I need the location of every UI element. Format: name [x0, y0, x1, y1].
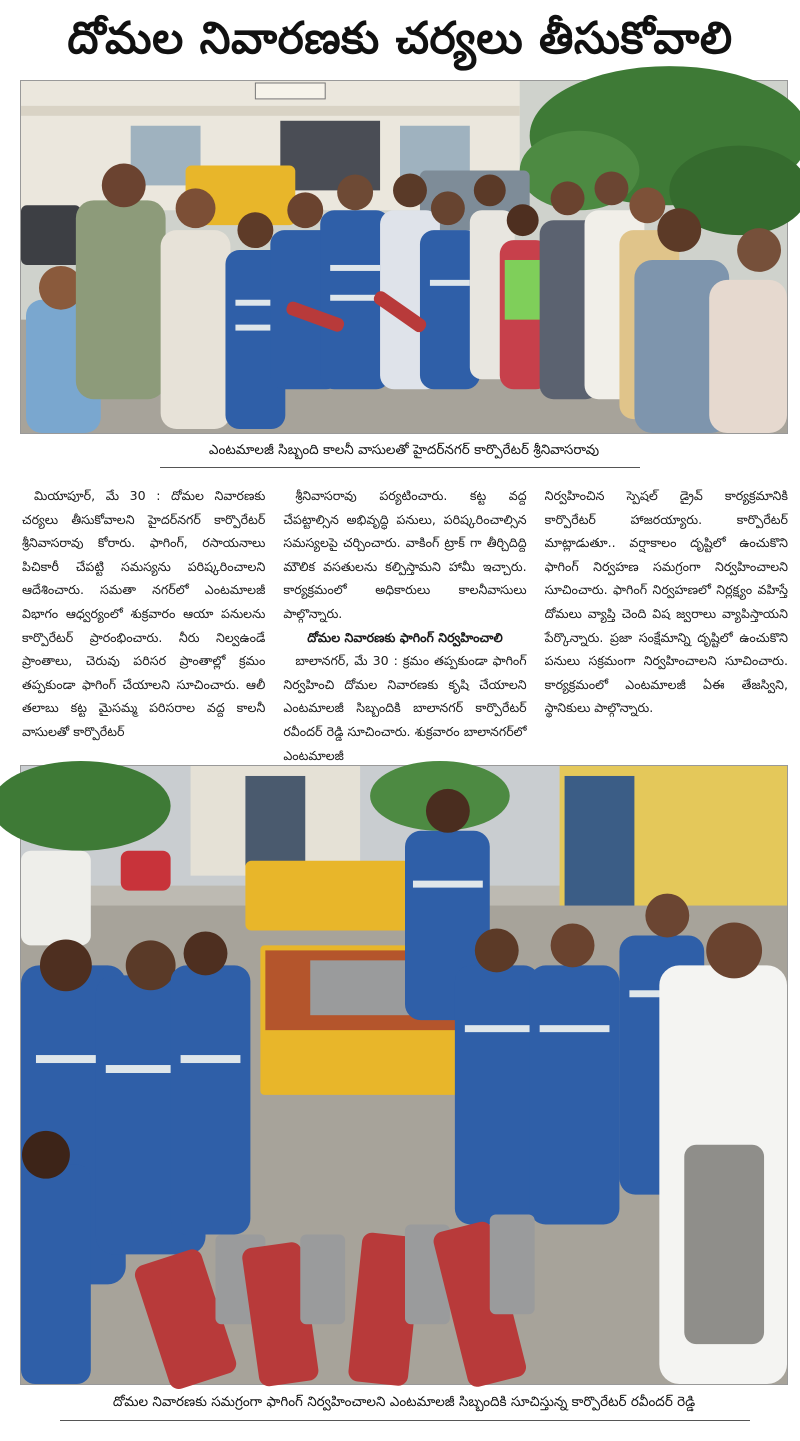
- photo-1-caption: ఎంటమాలజీ సిబ్బంది కాలనీ వాసులతో హైదర్‌నగర్ కార్పొరేటర్ శ్రీనివాసరావు: [208, 442, 600, 458]
- article-column-2: [283, 484, 527, 763]
- caption-1-divider: [160, 467, 640, 468]
- article-paragraph: నిర్వహించిన స్పెషల్ డ్రైవ్ కార్యక్రమానికి కార్పొరేటర్ హాజరయ్యారు. కార్పొరేటర్ మాట్లాడుతూ.. వర్షాకాలం దృష్టిలో ఉంచుకొని ఫాగింగ్ నిర్వహణ సమగ్రంగా నిర్వహించాలని సూచించారు. ఫాగింగ్ నిర్వహణలో నిర్లక్ష్యం వహిస్తే దోమలు వ్యాప్తి చెంది విష జ్వరాలు వ్యాపిస్తాయని పేర్కొన్నారు. ప్రజా సంక్షేమాన్ని దృష్టిలో ఉంచుకొని పనులు సక్రమంగా నిర్వహించాలని సూచించారు. కార్యక్రమంలో ఎంటమాలజీ ఏఈ తేజస్విని, స్థానికులు పాల్గొన్నారు.: [544, 488, 788, 716]
- photo-2-caption: దోమల నివారణకు సమగ్రంగా ఫాగింగ్ నిర్వహించాలని ఎంటమాలజీ సిబ్బందికి సూచిస్తున్న కార్పొరేటర్ రవీందర్ రెడ్డి: [112, 1394, 696, 1410]
- article-paragraph: బాలానగర్, మే 30 : క్రమం తప్పకుండా ఫాగింగ్ నిర్వహించి దోమల నివారణకు కృషి చేయాలని ఎంటమాలజీ సిబ్బందికి బాలానగర్ కార్పొరేటర్ రవీందర్ రెడ్డి సూచించారు. శుక్రవారం బాలానగర్‌లో ఎంటమాలజీ: [283, 653, 527, 763]
- article-paragraph: శ్రీనివాసరావు పర్యటించారు. కట్ట వద్ద చేపట్టాల్సిన అభివృద్ధి పనులు, పరిష్కరించాల్సిన సమస్యలపై చర్చించారు. వాకింగ్ ట్రాక్ గా తీర్చిదిద్ది మౌలిక వసతులను కల్పిస్తామని హామీ ఇచ్చారు. కార్యక్రమంలో అధికారులు కాలనీవాసులు పాల్గొన్నారు.: [283, 488, 527, 621]
- fogging-photo: [20, 765, 788, 1385]
- article-body: [22, 484, 788, 763]
- article-column-1: [22, 484, 265, 752]
- article-column-3: [545, 484, 788, 752]
- group-photo-icon: [21, 81, 787, 433]
- group-photo: [20, 80, 788, 434]
- headline: దోమల నివారణకు చర్యలు తీసుకోవాలి: [67, 13, 733, 64]
- fogging-machines-photo-icon: [21, 766, 787, 1384]
- article-subheading: దోమల నివారణకు ఫాగింగ్ నిర్వహించాలి: [307, 629, 503, 645]
- article-paragraph: మియాపూర్, మే 30 : దోమల నివారణకు చర్యలు తీసుకోవాలని హైదర్‌నగర్ కార్పొరేటర్ శ్రీనివాసరావు కోరారు. ఫాగింగ్, రసాయనాలు పిచికారీ చేపట్టి సమస్యను పరిష్కరించాలని ఆదేశించారు. సమతా నగర్‌లో ఎంటమాలజీ విభాగం ఆధ్వర్యంలో శుక్రవారం ఆయా పనులను కార్పొరేటర్ ప్రారంభించారు. నీరు నిల్వఉండే ప్రాంతాలు, చెరువు పరిసర ప్రాంతాల్లో క్రమం తప్పకుండా ఫాగింగ్ చేయాలని సూచించారు. ఆలీ తలాబు కట్ట మైసమ్మ పరిసరాల వద్ద కాలనీ వాసులతో కార్పొరేటర్: [22, 488, 266, 739]
- caption-2-divider: [60, 1420, 750, 1421]
